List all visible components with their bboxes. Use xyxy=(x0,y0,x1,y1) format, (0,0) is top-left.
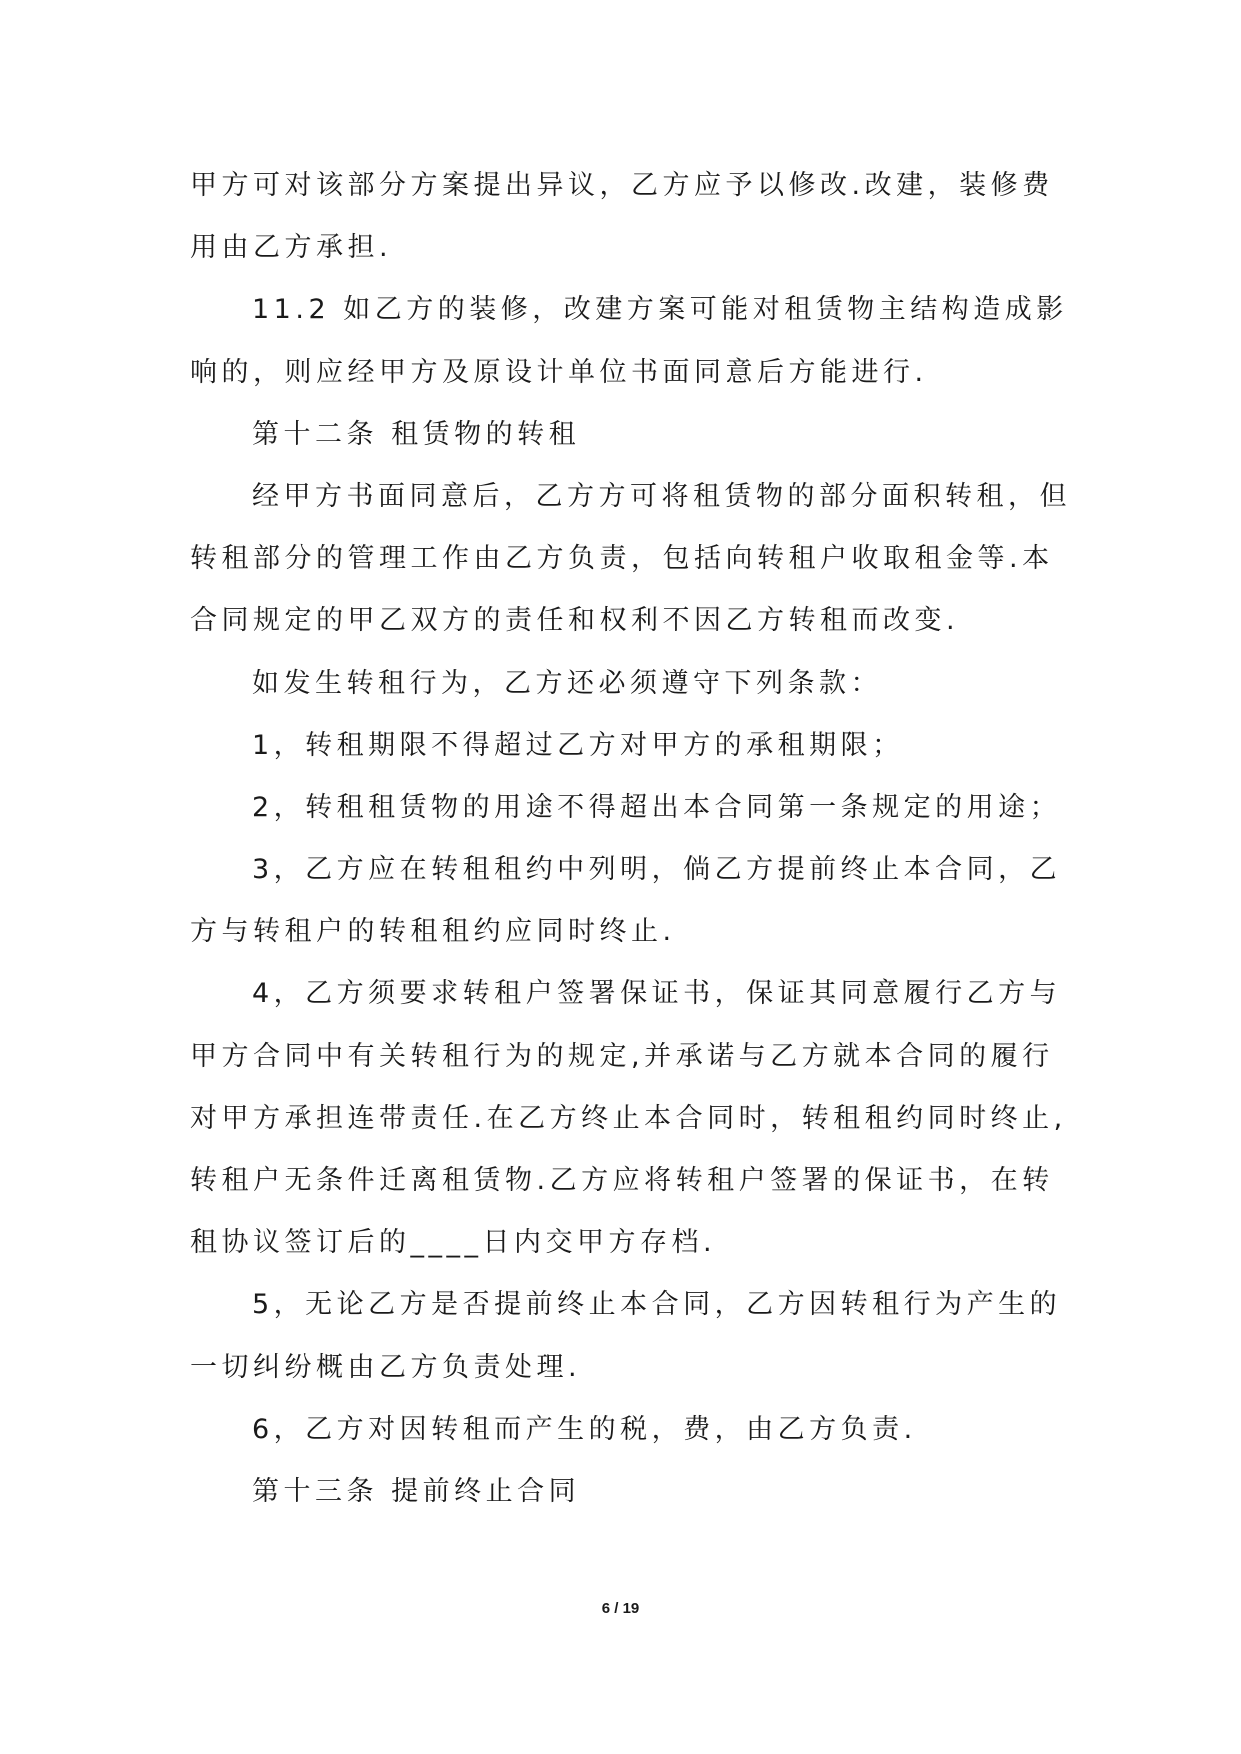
page-number: 6 / 19 xyxy=(601,1600,640,1617)
list-item-continuation: 甲方合同中有关转租行为的规定,并承诺与乙方就本合同的履行 xyxy=(190,1040,1054,1072)
list-item-continuation: 转租户无条件迁离租赁物.乙方应将转租户签署的保证书，在转 xyxy=(190,1165,1054,1196)
body-line: 用由乙方承担. xyxy=(190,232,393,264)
document-body xyxy=(190,155,1071,1523)
list-item-continuation: 方与转租户的转租租约应同时终止. xyxy=(190,916,676,948)
body-line: 甲方可对该部分方案提出异议，乙方应予以修改.改建，装修费 xyxy=(190,170,1054,201)
list-item: 1，转租期限不得超过乙方对甲方的承租期限； xyxy=(252,729,904,761)
body-line: 合同规定的甲乙双方的责任和权利不因乙方转租而改变. xyxy=(190,605,960,637)
list-item-continuation: 对甲方承担连带责任.在乙方终止本合同时，转租租约同时终止, xyxy=(190,1102,1067,1134)
list-item-continuation: 租协议签订后的____日内交甲方存档. xyxy=(190,1227,717,1259)
list-item: 4，乙方须要求转租户签署保证书，保证其同意履行乙方与 xyxy=(252,978,1062,1010)
list-item: 5，无论乙方是否提前终止本合同，乙方因转租行为产生的 xyxy=(252,1289,1062,1321)
body-line: 如发生转租行为，乙方还必须遵守下列条款： xyxy=(252,667,882,699)
list-item: 2，转租租赁物的用途不得超出本合同第一条规定的用途； xyxy=(252,791,1062,823)
body-line: 转租部分的管理工作由乙方负责，包括向转租户收取租金等.本 xyxy=(190,543,1054,575)
list-item: 6，乙方对因转租而产生的税，费，由乙方负责. xyxy=(252,1413,917,1445)
section-heading: 第十三条 提前终止合同 xyxy=(252,1475,581,1507)
body-line: 响的，则应经甲方及原设计单位书面同意后方能进行. xyxy=(190,356,928,388)
section-heading: 第十二条 租赁物的转租 xyxy=(252,418,581,450)
body-line: 经甲方书面同意后，乙方方可将租赁物的部分面积转租，但 xyxy=(252,480,1071,512)
list-item: 3，乙方应在转租租约中列明，倘乙方提前终止本合同，乙 xyxy=(252,854,1062,886)
list-item-continuation: 一切纠纷概由乙方负责处理. xyxy=(190,1351,582,1383)
body-line: 11.2 如乙方的装修，改建方案可能对租赁物主结构造成影 xyxy=(252,294,1068,326)
